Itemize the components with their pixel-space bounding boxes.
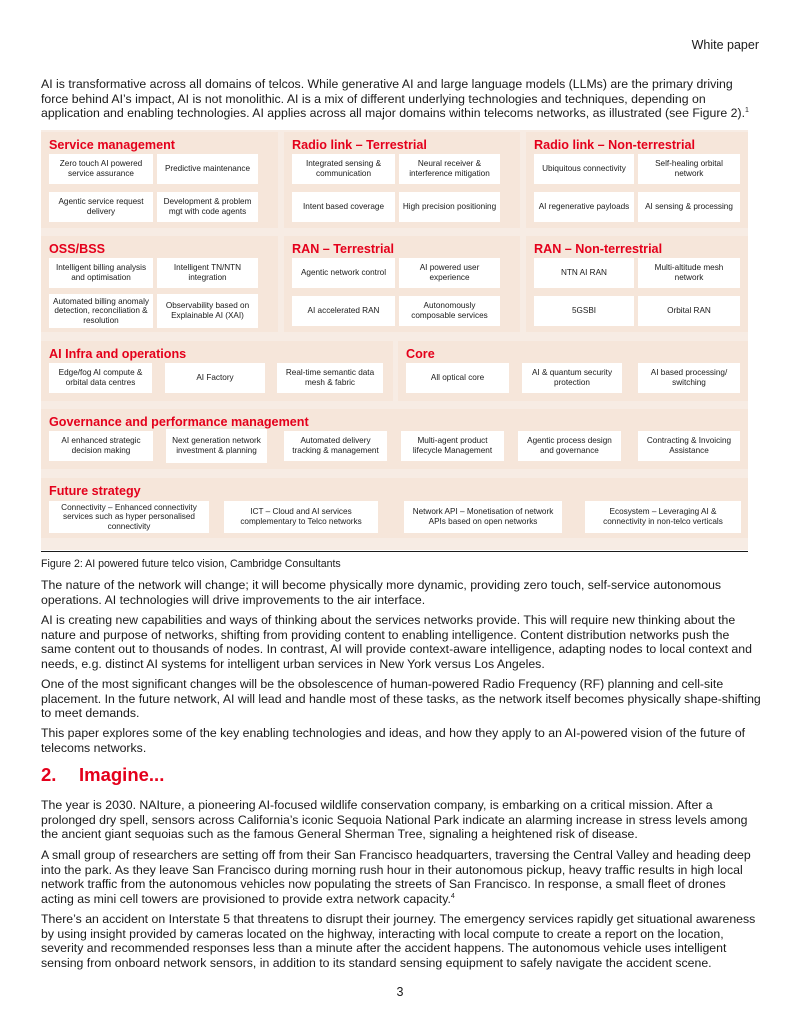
figure-card: NTN AI RAN: [534, 258, 634, 288]
figure-card: AI powered user experience: [399, 258, 500, 288]
figure-card: Connectivity – Enhanced connectivity services such as hyper personalised connectivity: [49, 501, 209, 533]
page-number: 3: [396, 985, 404, 999]
figure-card: AI based processing/ switching: [638, 363, 740, 393]
figure-card: ICT – Cloud and AI services complementary to Telco networks: [224, 501, 378, 533]
figure-card: Next generation network investment & planning: [166, 429, 267, 463]
figure-card: Neural receiver & interference mitigation: [399, 154, 500, 184]
figure-card: Autonomously composable services: [399, 296, 500, 326]
body-paragraph: One of the most significant changes will be the obsolescence of human-powered Radio Frequency (RF) planning and cell-site placement. In the future network, AI will lead and handle most of these tasks, as the network itself becomes physically shape-shifting to meet demands.: [41, 677, 761, 721]
body-paragraph: AI is creating new capabilities and ways of thinking about the services networks provide. This will require new thinking about the nature and purpose of networks, shifting from providing content to enabling intelligence. Content distribution networks push the same content out to thousands of nodes. In contrast, AI will provide context-aware intelligence, adapting nodes to local context and needs, e.g. distinct AI systems for intelligent urban services in New York versus Los Angeles.: [41, 613, 752, 671]
figure-card: Multi-altitude mesh network: [638, 258, 740, 288]
figure-card: Contracting & Invoicing Assistance: [638, 431, 740, 461]
figure-card: Intent based coverage: [292, 192, 395, 222]
panel-title: AI Infra and operations: [49, 347, 187, 361]
story-paragraph: The year is 2030. NAIture, a pioneering AI-focused wildlife conservation company, is embarking on a critical mission. After a prolonged dry spell, sensors across California’s iconic Sequoia National Park indicate an alarming increase in stress levels among the ancient giant sequoias such as the famous General Sherman Tree, signaling a heightened risk of disease.: [41, 798, 748, 842]
panel-radio-link-terrestrial: [284, 132, 520, 228]
figure-card: All optical core: [406, 363, 509, 393]
figure-card: Agentic network control: [292, 258, 395, 288]
figure-card: Integrated sensing & communication: [292, 154, 395, 184]
figure-card: 5GSBI: [534, 296, 634, 326]
figure-card: Agentic service request delivery: [49, 192, 153, 222]
figure-card: AI & quantum security protection: [522, 363, 622, 393]
figure-card: Self-healing orbital network: [638, 154, 740, 184]
panel-service-management: [41, 132, 278, 228]
figure-card: Observability based on Explainable AI (XAI): [157, 294, 258, 328]
story-paragraph: A small group of researchers are setting off from their San Francisco headquarters, traversing the Central Valley and heading deep into the park. As they leave San Francisco during morning rush hour in their autonomous pickup, heavy traffic results in high local network traffic from the autonomous vehicles now populating the streets of San Francisco. In response, a small fleet of drones acting as mini cell towers are provisioned to provide extra network capacity.$^4$: [41, 848, 751, 906]
body-paragraph: This paper explores some of the key enabling technologies and ideas, and how they apply to an AI-powered vision of the future of telecoms networks.: [41, 726, 746, 755]
figure-card: AI sensing & processing: [638, 192, 740, 222]
panel-ai-infra-operations: [41, 341, 393, 401]
figure-card: Agentic process design and governance: [518, 431, 621, 461]
section-number: 2.: [41, 764, 57, 785]
panel-title: Governance and performance management: [49, 415, 309, 429]
figure-card: Intelligent TN/NTN integration: [157, 258, 258, 288]
story-paragraph: There’s an accident on Interstate 5 that threatens to disrupt their journey. The emergency services rapidly get situational awareness by using insight provided by cameras located on the highway, interacting with local compute to create a report on the location, severity and recommended responses less than a minute after the accident happens. The autonomous vehicle uses intelligent sensing from onboard network sensors, in addition to its standard sensing equipment to safely navigate the accident scene.: [41, 912, 756, 970]
figure-card: Real-time semantic data mesh & fabric: [277, 363, 383, 393]
panel-oss-bss: [41, 236, 278, 332]
figure-card: Automated billing anomaly detection, reconciliation & resolution: [49, 294, 153, 328]
panel-title: Radio link – Non-terrestrial: [534, 138, 695, 152]
figure-card: Development & problem mgt with code agents: [157, 192, 258, 222]
intro-paragraph: AI is transformative across all domains of telcos. While generative AI and large language models (LLMs) are the primary driving force behind AI’s impact, AI is not monolithic. AI is a mix of different underlying technologies and techniques, depending on application and enabling technologies. AI applies across all major domains within telecoms networks, as illustrated (see Figure 2).$^1$: [41, 77, 749, 121]
figure-card: AI enhanced strategic decision making: [49, 431, 153, 461]
figure-divider: [41, 551, 748, 552]
document-type-label: White paper: [691, 38, 759, 52]
panel-future-strategy: [41, 478, 748, 538]
figure-card: Zero touch AI powered service assurance: [49, 154, 153, 184]
figure-caption: Figure 2: AI powered future telco vision, Cambridge Consultants: [41, 558, 341, 570]
figure-card: Edge/fog AI compute & orbital data centres: [49, 363, 152, 393]
panel-core: [398, 341, 748, 401]
panel-title: Future strategy: [49, 484, 141, 498]
figure-card: Ecosystem – Leveraging AI & connectivity in non-telco verticals: [585, 501, 741, 533]
panel-title: OSS/BSS: [49, 242, 105, 256]
section-title: Imagine...: [79, 764, 165, 785]
panel-ran-terrestrial: [284, 236, 520, 332]
figure-card: Ubiquitous connectivity: [534, 154, 634, 184]
figure-card: Multi-agent product lifecycle Management: [401, 431, 504, 461]
figure-card: AI Factory: [165, 363, 265, 393]
figure-card: Automated delivery tracking & management: [284, 431, 387, 461]
section-heading: [41, 764, 164, 786]
panel-title: Service management: [49, 138, 175, 152]
figure-card: High precision positioning: [399, 192, 500, 222]
telco-vision-figure: [41, 130, 748, 550]
panel-title: Core: [406, 347, 435, 361]
panel-radio-link-non-terrestrial: [526, 132, 748, 228]
panel-governance-performance: [41, 409, 748, 469]
figure-card: AI regenerative payloads: [534, 192, 634, 222]
figure-card: AI accelerated RAN: [292, 296, 395, 326]
figure-card: Network API – Monetisation of network APIs based on open networks: [404, 501, 562, 533]
figure-card: Predictive maintenance: [157, 154, 258, 184]
body-paragraph: The nature of the network will change; it will become physically more dynamic, providing zero touch, self-service autonomous operations. AI technologies will drive improvements to the air interface.: [41, 578, 722, 607]
panel-title: Radio link – Terrestrial: [292, 138, 427, 152]
figure-card: Intelligent billing analysis and optimisation: [49, 258, 153, 288]
panel-title: RAN – Non-terrestrial: [534, 242, 663, 256]
figure-card: Orbital RAN: [638, 296, 740, 326]
panel-ran-non-terrestrial: [526, 236, 748, 332]
panel-title: RAN – Terrestrial: [292, 242, 394, 256]
